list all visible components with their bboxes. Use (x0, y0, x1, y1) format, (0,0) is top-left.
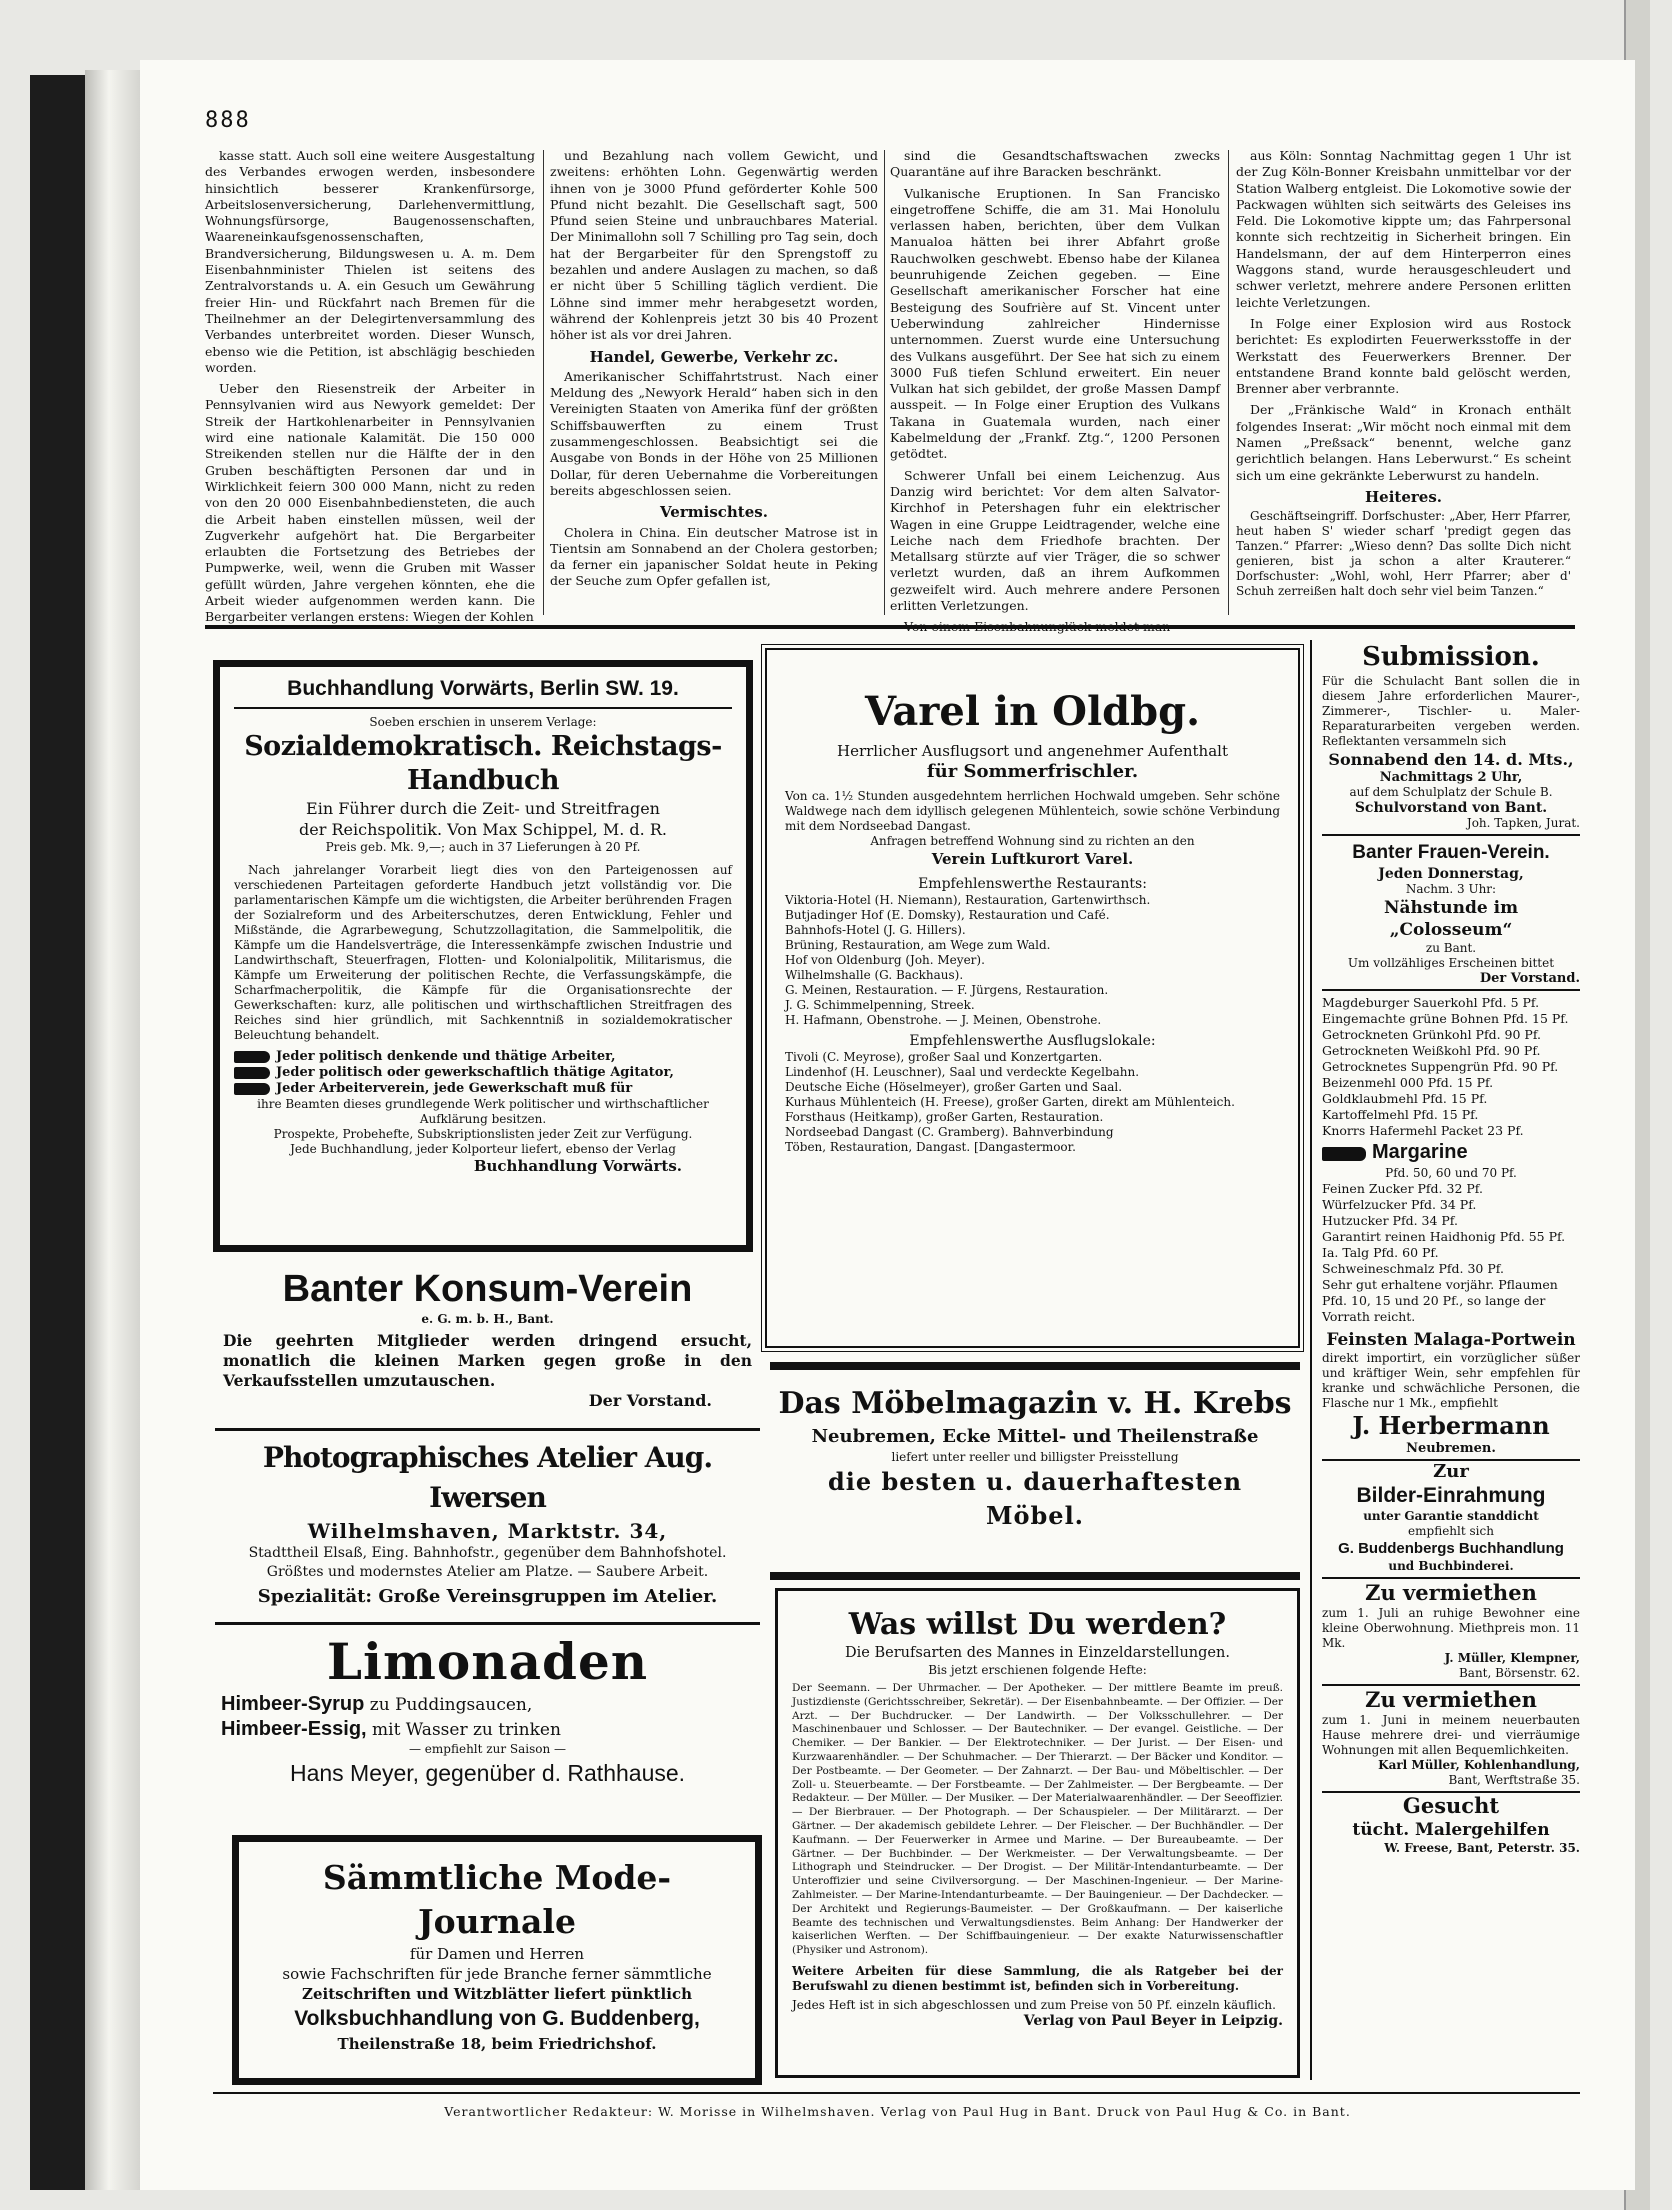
advert-divider (215, 1622, 760, 1625)
advert-signature: G. Buddenbergs Buchhandlung (1338, 1540, 1564, 1557)
advert-title: Varel in Oldbg. (865, 688, 1200, 735)
footer-rule (213, 2092, 1580, 2094)
list-item: G. Meinen, Restauration. — F. Jürgens, Restauration. (785, 983, 1109, 997)
advert-text: unter Garantie standdicht (1363, 1509, 1539, 1523)
column-divider (1228, 150, 1229, 615)
price-list (1322, 995, 1580, 1139)
advert-text: Prospekte, Probehefte, Subskriptionslisten jeder Zeit zur Verfügung. (273, 1127, 693, 1141)
advert-text: ihre Beamten dieses grundlegende Werk politischer und wirthschaftlicher Aufklärung besitzen. (257, 1097, 709, 1126)
price-item: Sehr gut erhaltene vorjähr. Pflaumen Pfd. 10, 15 und 20 Pf., so lange der Vorrath reicht. (1322, 1277, 1558, 1324)
advert-limonaden (215, 1628, 760, 1828)
price-item: Goldklaubmehl Pfd. 15 Pf. (1322, 1091, 1488, 1106)
advert-signature: Der Vorstand. (588, 1391, 712, 1410)
advert-body: Der Seemann. — Der Uhrmacher. — Der Apotheker. — Der mittlere Beamte im preuß. Justizdienste (Gerichtsschreiber, Sekretär). — Der Eisenbahnbeamte. — Der Offizier. — Der Arzt. — Der Buchdrucker. — Der Landwirth. — Der Volksschullehrer. — Der Maschinenbauer und Schlosser. — Der Bautechniker. — Der evangel. Geistliche. — Der Chemiker. — Der Bankier. — Der Elektrotechniker. — Der Jurist. — Der Eisen- und Kurzwaarenhändler. — Der Schuhmacher. — Der Thierarzt. — Der Bäcker und Konditor. — Der Postbeamte. — Der Geometer. — Der Zahnarzt. — Der Bau- und Möbeltischler. — Der Zoll- u. Steuerbeamte. — Der Forstbeamte. — Der Zahlmeister. — Der Bergbeamte. — Der Redakteur. — Der Müller. — Der Musiker. — Der Materialwaarenhändler. — Der Seeoffizier. — Der Bierbrauer. — Der Photograph. — Der Schauspieler. — Der Militärarzt. — Der Gärtner. — Der akademisch gebildete Lehrer. — Der Fleischer. — Der Buchhändler. — Der Kaufmann. — Der Feuerwerker in Armee und Marine. — Der Bureaubeamte. — Der Gärtner. — Der Buchbinder. — Der Werkmeister. — Der Verwaltungsbeamte. — Der Lithograph und Steindrucker. — Der Drogist. — Der Militär-Intendanturbeamte. — Der Unteroffizier und seine Civilversorgung. — Der Maschinen-Ingenieur. — Der Marine-Zahlmeister. — Der Marine-Intendanturbeamte. — Der Bauingenieur. — Der Dachdecker. — Der Architekt und Regierungs-Baumeister. — Der Großkaufmann. — Der kaiserliche Beamte des technischen und Verwaltungsdienstes. Beim Anhang: Der Handwerker der kaiserlichen Werften. — Der Schiffbauingenieur. — Der exakte Naturwissenschaftler (Physiker und Astronom). (792, 1682, 1283, 1957)
section-heading: Heiteres. (1365, 487, 1442, 506)
list-item: Butjadinger Hof (E. Domsky), Restauration und Café. (785, 908, 1110, 922)
article-column-1 (205, 148, 535, 625)
advert-body: zum 1. Juli an ruhige Bewohner eine kleine Oberwohnung. Miethpreis mon. 11 Mk. (1322, 1606, 1580, 1650)
article-paragraph: Cholera in China. Ein deutscher Matrose ist in Tientsin am Sonnabend an der Cholera gestorben; da ferner ein japanischer Soldat heute in Peking der Seuche zum Opfer gefallen ist, (550, 524, 878, 589)
list-item: J. G. Schimmelpenning, Streek. (785, 998, 975, 1012)
list-item: Forsthaus (Heitkamp), großer Garten, Restauration. (785, 1110, 1104, 1124)
advert-subtitle: für Sommerfrischler. (926, 761, 1139, 782)
advert-divider (215, 1428, 760, 1431)
price-item: Kartoffelmehl Pfd. 15 Pf. (1322, 1107, 1479, 1122)
price-item: Schweineschmalz Pfd. 30 Pf. (1322, 1261, 1504, 1276)
column-divider (884, 150, 885, 615)
advert-vorwaerts-handbook (213, 660, 753, 1252)
price-item: Garantirt reinen Haidhonig Pfd. 55 Pf. (1322, 1229, 1566, 1244)
margarine-line: Margarine (1322, 1141, 1580, 1164)
column-divider (543, 150, 544, 615)
price-item: Beizenmehl 000 Pfd. 15 Pf. (1322, 1075, 1494, 1090)
advert-text: Spezialität: Große Vereinsgruppen im Atelier. (257, 1586, 718, 1607)
advert-divider (770, 1362, 1300, 1370)
advert-line: Himbeer-Syrup zu Puddingsaucen, (221, 1693, 533, 1715)
advert-body: Für die Schulacht Bant sollen die in diesem Jahre erforderlichen Maurer-, Zimmerer-, Tischler- u. Maler-Reparaturarbeiten vergeben werden. Reflektanten versammeln sich (1322, 674, 1580, 748)
advert-signature: J. Müller, Klempner, (1444, 1651, 1580, 1665)
list-item: Wilhelmshalle (G. Backhaus). (785, 968, 964, 982)
advert-title: Photographisches Atelier Aug. Iwersen (262, 1441, 713, 1514)
advert-signature: Karl Müller, Kohlenhandlung, (1378, 1758, 1580, 1772)
advert-subtitle: Die Berufsarten des Mannes in Einzeldarstellungen. (845, 1645, 1230, 1661)
list-item: Kurhaus Mühlenteich (H. Freese), großer Garten, direkt am Mühlenteich. (785, 1095, 1235, 1109)
advert-moebel-krebs (770, 1378, 1300, 1574)
restaurant-list (785, 893, 1280, 1028)
advert-text: Zeitschriften und Witzblätter liefert pünktlich (302, 1985, 692, 2003)
advert-text: Pfd. 50, 60 und 70 Pf. (1385, 1166, 1517, 1180)
advert-text: empfiehlt sich (1408, 1524, 1494, 1538)
price-list (1322, 1181, 1580, 1325)
advert-text: Nähstunde im „Colosseum“ (1383, 898, 1519, 940)
advert-signature: Joh. Tapken, Jurat. (1322, 816, 1580, 836)
article-paragraph: In Folge einer Explosion wird aus Rostock berichtet: Es explodirten Feuerwerksstoffe in der Werkstatt des Feuerwerkers Brenner. Der entstandene Brand konnte bald gelöscht werden, Brenner aber verbrannte. (1236, 315, 1571, 397)
advert-address: Neubremen, Ecke Mittel- und Theilenstraße (811, 1426, 1259, 1447)
advert-address: Theilenstraße 18, beim Friedrichshof. (337, 2035, 657, 2053)
list-item: Tivoli (C. Meyrose), großer Saal und Konzertgarten. (785, 1050, 1103, 1064)
advert-title: Das Möbelmagazin v. H. Krebs (778, 1386, 1292, 1421)
book-spine (85, 70, 145, 2190)
advert-signature: Bant, Werftstraße 35. (1322, 1773, 1580, 1793)
advert-signature: Volksbuchhandlung von G. Buddenberg, (294, 2007, 700, 2030)
article-paragraph: und Bezahlung nach vollem Gewicht, und zweitens: erhöhten Lohn. Gegenwärtig werden ihnen von je 3000 Pfund geförderter Kohle 500 Pfund nicht bezahlt. Die Gesellschaft sagt, 500 Pfund seien Steine und unbrauchbares Material. Der Minimallohn soll 7 Schilling pro Tag sein, doch hat der Bergarbeiter für den Sprengstoff zu bezahlen und andere Auslagen zu machen, so daß er nicht über 5 Schilling täglich verdient. Die Löhne sind immer mehr herabgesetzt worden, während der Kohlenpreis jetzt 30 bis 40 Prozent höher ist als vor drei Jahren. (550, 148, 878, 343)
advert-photo-atelier (215, 1436, 760, 1616)
advert-section-rule (205, 625, 1575, 629)
advert-title: Bilder-Einrahmung (1356, 1484, 1546, 1507)
article-paragraph: Geschäftseingriff. Dorfschuster: „Aber, Herr Pfarrer, heut haben S' wieder scharf 'predigt gegen das Tanzen.“ Pfarrer: „Wieso denn? Das sollte Dich nicht genieren, bist ja schon a alter Krauterer.“ Dorfschuster: „Wohl, wohl, Herr Pfarrer; aber d' Schuh zerreißen halt doch sehr viel beim Tanzen.“ (1236, 509, 1571, 599)
price-item: Knorrs Hafermehl Packet 23 Pf. (1322, 1123, 1524, 1138)
imprint-footer: Verantwortlicher Redakteur: W. Morisse in Wilhelmshaven. Verlag von Paul Hug in Bant. Druck von Paul Hug & Co. in Bant. (444, 2104, 1351, 2119)
advert-text: zu Bant. (1425, 941, 1477, 955)
advert-konsum-verein (215, 1262, 760, 1422)
advert-title: Was willst Du werden? (848, 1607, 1227, 1642)
advert-bullet: Jeder Arbeiterverein, jede Gewerkschaft muß für (234, 1081, 732, 1097)
advert-signature: W. Freese, Bant, Peterstr. 35. (1384, 1841, 1580, 1855)
advert-column-right (1310, 640, 1580, 2080)
section-heading: Handel, Gewerbe, Verkehr zc. (589, 347, 839, 366)
list-item: Viktoria-Hotel (H. Niemann), Restauration, Gartenwirthsch. (785, 893, 1151, 907)
advert-text: auf dem Schulplatz der Schule B. (1349, 785, 1553, 799)
advert-title: Zu vermiethen (1365, 1580, 1537, 1605)
advert-bullet: Jeder politisch oder gewerkschaftlich thätige Agitator, (234, 1065, 732, 1081)
excursion-list (785, 1050, 1280, 1155)
advert-bullet: Jeder politisch denkende und thätige Arbeiter, (234, 1049, 732, 1065)
advert-signature: Schulvorstand von Bant. (1354, 800, 1548, 816)
advert-subtitle: der Reichspolitik. Von Max Schippel, M. d. R. (299, 820, 667, 839)
pointing-hand-icon (234, 1083, 270, 1095)
advert-price: Preis geb. Mk. 9,—; auch in 37 Lieferungen à 20 Pf. (325, 840, 641, 854)
advert-text: Neubremen. (1322, 1441, 1580, 1461)
advert-text: Zur (1433, 1461, 1469, 1482)
list-item: H. Hafmann, Obenstrohe. — J. Meinen, Obenstrohe. (785, 1013, 1102, 1027)
advert-signature: Bant, Börsenstr. 62. (1322, 1666, 1580, 1686)
article-paragraph: Der „Fränkische Wald“ in Kronach enthält folgendes Inserat: „Wir möcht noch einmal mit dem Namen „Preßsack“ benennt, welche ganz gerichtlich belangen. Hans Leberwurst.“ Es scheint sich um eine gekränkte Leberwurst zu handeln. (1236, 402, 1571, 483)
advert-signature: Hans Meyer, gegenüber d. Rathhause. (289, 1760, 686, 1786)
advert-text: Größtes und modernstes Atelier am Platze. — Saubere Arbeit. (266, 1564, 709, 1580)
advert-line: Himbeer-Essig, mit Wasser zu trinken (221, 1718, 561, 1740)
article-column-4 (1236, 148, 1571, 613)
advert-text: Um vollzähliges Erscheinen bittet (1347, 956, 1555, 970)
advert-text: Nachmittags 2 Uhr, (1379, 770, 1523, 785)
list-item: Hof von Oldenburg (Joh. Meyer). (785, 953, 985, 967)
advert-mode-journale (232, 1835, 762, 2085)
list-item: Brüning, Restauration, am Wege zum Wald. (785, 938, 1051, 952)
advert-title: Gesucht (1402, 1793, 1500, 1818)
price-item: Getrockneten Grünkohl Pfd. 90 Pf. (1322, 1027, 1541, 1042)
advert-title: Banter Frauen-Verein. (1352, 842, 1550, 863)
price-item: Eingemachte grüne Bohnen Pfd. 15 Pf. (1322, 1011, 1569, 1026)
advert-varel (765, 648, 1300, 1348)
advert-signature: J. Herbermann (1352, 1411, 1550, 1440)
advert-text: liefert unter reeller und billigster Preisstellung (891, 1450, 1179, 1464)
advert-body: tücht. Malergehilfen (1352, 1820, 1550, 1840)
advert-list-heading: Empfehlenswerthe Ausflugslokale: (909, 1033, 1156, 1049)
list-item: Deutsche Eiche (Höselmeyer), großer Garten und Saal. (785, 1080, 1123, 1094)
advert-subtitle: Ein Führer durch die Zeit- und Streitfragen (306, 799, 660, 818)
article-paragraph: aus Köln: Sonntag Nachmittag gegen 1 Uhr ist der Zug Köln-Bonner Kreisbahn unmittelbar vor der Station Walberg entgleist. Die Lokomotive sowie der Packwagen wühlten sich seitwärts des Geleises ins Feld. Die Lokomotive kippte um; das Fahrpersonal konnte sich rechtzeitig in Sicherheit bringen. Ein Handelsmann, der auf dem Hinterperron eines Waggons stand, wurde herausgeschleudert und schwer verletzt, mehrere andere Personen erlitten leichte Verletzungen. (1236, 148, 1571, 310)
article-column-3 (890, 148, 1220, 613)
price-item: Würfelzucker Pfd. 34 Pf. (1322, 1197, 1477, 1212)
advert-text: Anfragen betreffend Wohnung sind zu richten an den (870, 834, 1195, 848)
advert-title: Zu vermiethen (1365, 1687, 1537, 1712)
book-binding (30, 75, 85, 2190)
advert-title: Submission. (1362, 642, 1540, 672)
advert-text: Verein Luftkurort Varel. (931, 850, 1134, 868)
advert-header: Buchhandlung Vorwärts, Berlin SW. 19. (234, 677, 732, 709)
advert-signature: Verlag von Paul Beyer in Leipzig. (1023, 2012, 1283, 2029)
price-item: Hutzucker Pfd. 34 Pf. (1322, 1213, 1458, 1228)
advert-title: Banter Konsum-Verein (282, 1268, 693, 1310)
advert-subtitle: für Damen und Herren (409, 1945, 585, 1963)
article-paragraph: Amerikanischer Schiffahrtstrust. Nach einer Meldung des „Newyork Herald“ haben sich in den Vereinigten Staaten von Amerika fünf der größten Schiffsbauwerften zu einem Trust zusammengeschlossen. Beabsichtigt sei die Ausgabe von Bonds in der Höhe von 25 Millionen Dollar, für deren Uebernahme die Vorbereitungen bereits abgeschlossen seien. (550, 368, 878, 498)
advert-address: Wilhelmshaven, Marktstr. 34, (307, 1519, 668, 1543)
advert-body: Nach jahrelanger Vorarbeit liegt dies von den Parteigenossen auf verschiedenen Parteitagen geforderte Handbuch jetzt vollständig vor. Die parlamentarischen Kämpfe um die wichtigsten, die Arbeiter berührenden Fragen der Sozialreform und des Arbeiterschutzes, deren Entwicklung, Fehler und Mißstände, die Agrarbewegung, Schutzzollagitation, die Sammelpolitik, die Kämpfe um die Handelsverträge, die Interessenkämpfe zwischen Industrie und Landwirthschaft, Steuerfragen, Flotten- und Kolonialpolitik, Militarismus, die Kämpfe um Erweiterung der politischen Rechte, die Verfassungskämpfe, die Scharfmacherpolitik, die Kämpfe für die Organisationsrechte der Gewerkschaften: kurz, alle politischen und wirthschaftlichen Streitfragen des Reiches sind hier gründlich, mit Sachkenntniß in sozialdemokratischer Beleuchtung behandelt. (234, 863, 732, 1042)
advert-text: sowie Fachschriften für jede Branche ferner sämmtliche (282, 1965, 712, 1983)
advert-text: Bis jetzt erschienen folgende Hefte: (928, 1663, 1147, 1677)
section-heading: Vermischtes. (660, 503, 768, 522)
article-paragraph: Vulkanische Eruptionen. In San Francisko eingetroffene Schiffe, die am 31. Mai Honolulu verlassen haben, berichten, über dem Vulkan Manualoa hätten bei ihrer Abfahrt große Rauchwolken geschwebt. Ebenso habe der Kilanea beunruhigende Zeichen gegeben. — Eine Gesellschaft amerikanischer Forscher hat eine Besteigung des Soufrière auf St. Vincent unter Ueberwindung zahlreicher Hindernisse unternommen. Zuerst wurde eine Untersuchung des Vulkans ausgeführt. Der See hat sich zu einem 3000 Fuß tiefen Schlund erweitert. Ein neuer Vulkan hat sich gebildet, der große Massen Dampf ausspeit. — In Folge einer Eruption des Vulkans Takana in Guatemala wurden, nach einer Kabelmeldung der „Frankf. Ztg.“, 1200 Personen getödtet. (890, 185, 1220, 462)
advert-text: Jedes Heft ist in sich abgeschlossen und zum Preise von 50 Pf. einzeln käuflich. (792, 1997, 1276, 2012)
advert-title: Sozialdemokratisch. Reichstags-Handbuch (244, 731, 722, 796)
advert-body: direkt importirt, ein vorzüglicher süßer und kräftiger Wein, sehr empfehlen für kranke und schwächliche Personen, die Flasche nur 1 Mk., empfiehlt (1322, 1351, 1580, 1410)
advert-text: Jede Buchhandlung, jeder Kolporteur liefert, ebenso der Verlag (290, 1142, 676, 1156)
advert-berufsarten (775, 1588, 1300, 2078)
article-paragraph: kasse statt. Auch soll eine weitere Ausgestaltung des Verbandes erwogen werden, insbesondere hinsichtlich besserer Krankenfürsorge, Arbeitslosenversicherung, Darlehenvermittlung, Wohnungsfürsorge, Baugenossenschaften, Waareneinkaufsgenossenschaften, Brandversicherung, Bildungswesen u. A. m. Dem Eisenbahnminister Thielen ist seitens des Zentralvorstands u. A. ein Gesuch um Gewährung freier Hin- und Rückfahrt nach Bremen für die Theilnehmer an der Delegirtenversammlung des Verbandes unterbreitet worden. Dieser Wunsch, ebenso wie die Petition, ist abschlägig beschieden worden. (205, 148, 535, 375)
advert-subtitle: e. G. m. b. H., Bant. (421, 1312, 554, 1326)
advert-title: Sämmtliche Mode-Journale (322, 1858, 672, 1941)
price-item: Magdeburger Sauerkohl Pfd. 5 Pf. (1322, 995, 1540, 1010)
advert-text: Stadttheil Elsaß, Eing. Bahnhofstr., gegenüber dem Bahnhofshotel. (248, 1545, 727, 1561)
advert-intro: Soeben erschien in unserem Verlage: (369, 715, 597, 729)
advert-text: Jeden Donnerstag, (1378, 866, 1524, 882)
advert-body: Von ca. 1½ Stunden ausgedehntem herrlichen Hochwald umgeben. Sehr schöne Waldwege nach dem idyllisch gelegenen Mühlenteich, sowie schöne Verbindung mit dem Nordseebad Dangast. (785, 789, 1280, 833)
advert-body: Die geehrten Mitglieder werden dringend ersucht, monatlich die kleinen Marken gegen große in den Verkaufsstellen umzutauschen. (223, 1331, 752, 1390)
list-item: Töben, Restauration, Dangast. [Dangastermoor. (785, 1140, 1076, 1154)
advert-body: zum 1. Juni in meinem neuerbauten Hause mehrere drei- und vierräumige Wohnungen mit allen Bequemlichkeiten. (1322, 1713, 1580, 1757)
list-item: Bahnhofs-Hotel (J. G. Hillers). (785, 923, 966, 937)
pointing-hand-icon (234, 1051, 270, 1063)
advert-text: — empfiehlt zur Saison — (408, 1742, 567, 1756)
article-paragraph: Ueber den Riesenstreik der Arbeiter in Pennsylvanien wird aus Newyork gemeldet: Der Streik der Hartkohlenarbeiter in Pennsylvanien wird eine nationale Kalamität. Die 150 000 Streikenden stellen nur die Hälfte der in den Gruben beschäftigten Personen dar und in Wirklichkeit feiern 300 000 Mann, nicht zu reden von den 20 000 Eisenbahnbediensteten, die auch die Arbeit haben einstellen müssen, weil der Zugverkehr aufgehört hat. Die Bergarbeiter erlaubten die Fortsetzung des Betriebes der Pumpwerke, weil, wenn die Gruben mit Wasser gefüllt würden, Jahre vergehen könnten, ehe die Arbeit wieder aufgenommen werden kann. Die Bergarbeiter verlangen erstens: Wiegen der Kohlen (205, 381, 535, 625)
list-item: Lindenhof (H. Leuschner), Saal und verdeckte Kegelbahn. (785, 1065, 1140, 1079)
article-paragraph: sind die Gesandtschaftswachen zwecks Quarantäne auf ihre Baracken beschränkt. (890, 148, 1220, 180)
advert-signature: Buchhandlung Vorwärts. (473, 1157, 682, 1175)
price-item: Ia. Talg Pfd. 60 Pf. (1322, 1245, 1439, 1260)
pointing-hand-icon (1322, 1147, 1366, 1161)
advert-signature: Der Vorstand. (1322, 971, 1580, 991)
price-item: Getrockneten Weißkohl Pfd. 90 Pf. (1322, 1043, 1541, 1058)
advert-slogan: die besten u. dauerhaftesten Möbel. (827, 1467, 1243, 1530)
list-item: Nordseebad Dangast (C. Gramberg). Bahnverbindung (785, 1125, 1114, 1139)
price-item: Getrocknetes Suppengrün Pfd. 90 Pf. (1322, 1059, 1559, 1074)
page-number: 888 (205, 108, 251, 133)
article-column-2 (550, 148, 878, 613)
advert-text: Sonnabend den 14. d. Mts., (1328, 750, 1574, 769)
article-paragraph: Schwerer Unfall bei einem Leichenzug. Aus Danzig wird berichtet: Vor dem alten Salvator-Kirchhof in Petershagen fuhr ein elektrischer Wagen in eine Gruppe Leidtragender, welche eine Leiche nach dem Friedhofe brachten. Der Metallsarg stürzte auf vier Träger, die so schwer verletzt wurden, daß an ihrem Aufkommen gezweifelt wird. Auch mehrere andere Personen erlitten Verletzungen. (890, 467, 1220, 614)
price-item: Feinen Zucker Pfd. 32 Pf. (1322, 1181, 1483, 1196)
advert-divider (770, 1572, 1300, 1580)
advert-title: Limonaden (326, 1632, 649, 1691)
advert-subtitle: Herrlicher Ausflugsort und angenehmer Aufenthalt (837, 742, 1228, 760)
pointing-hand-icon (234, 1067, 270, 1079)
advert-text: Nachm. 3 Uhr: (1405, 882, 1497, 896)
advert-signature: und Buchbinderei. (1322, 1559, 1580, 1579)
advert-title: Feinsten Malaga-Portwein (1326, 1330, 1576, 1350)
advert-text: Weitere Arbeiten für diese Sammlung, die als Ratgeber bei der Berufswahl zu dienen bestimmt ist, befinden sich in Vorbereitung. (792, 1963, 1283, 1993)
advert-list-heading: Empfehlenswerthe Restaurants: (918, 876, 1147, 892)
